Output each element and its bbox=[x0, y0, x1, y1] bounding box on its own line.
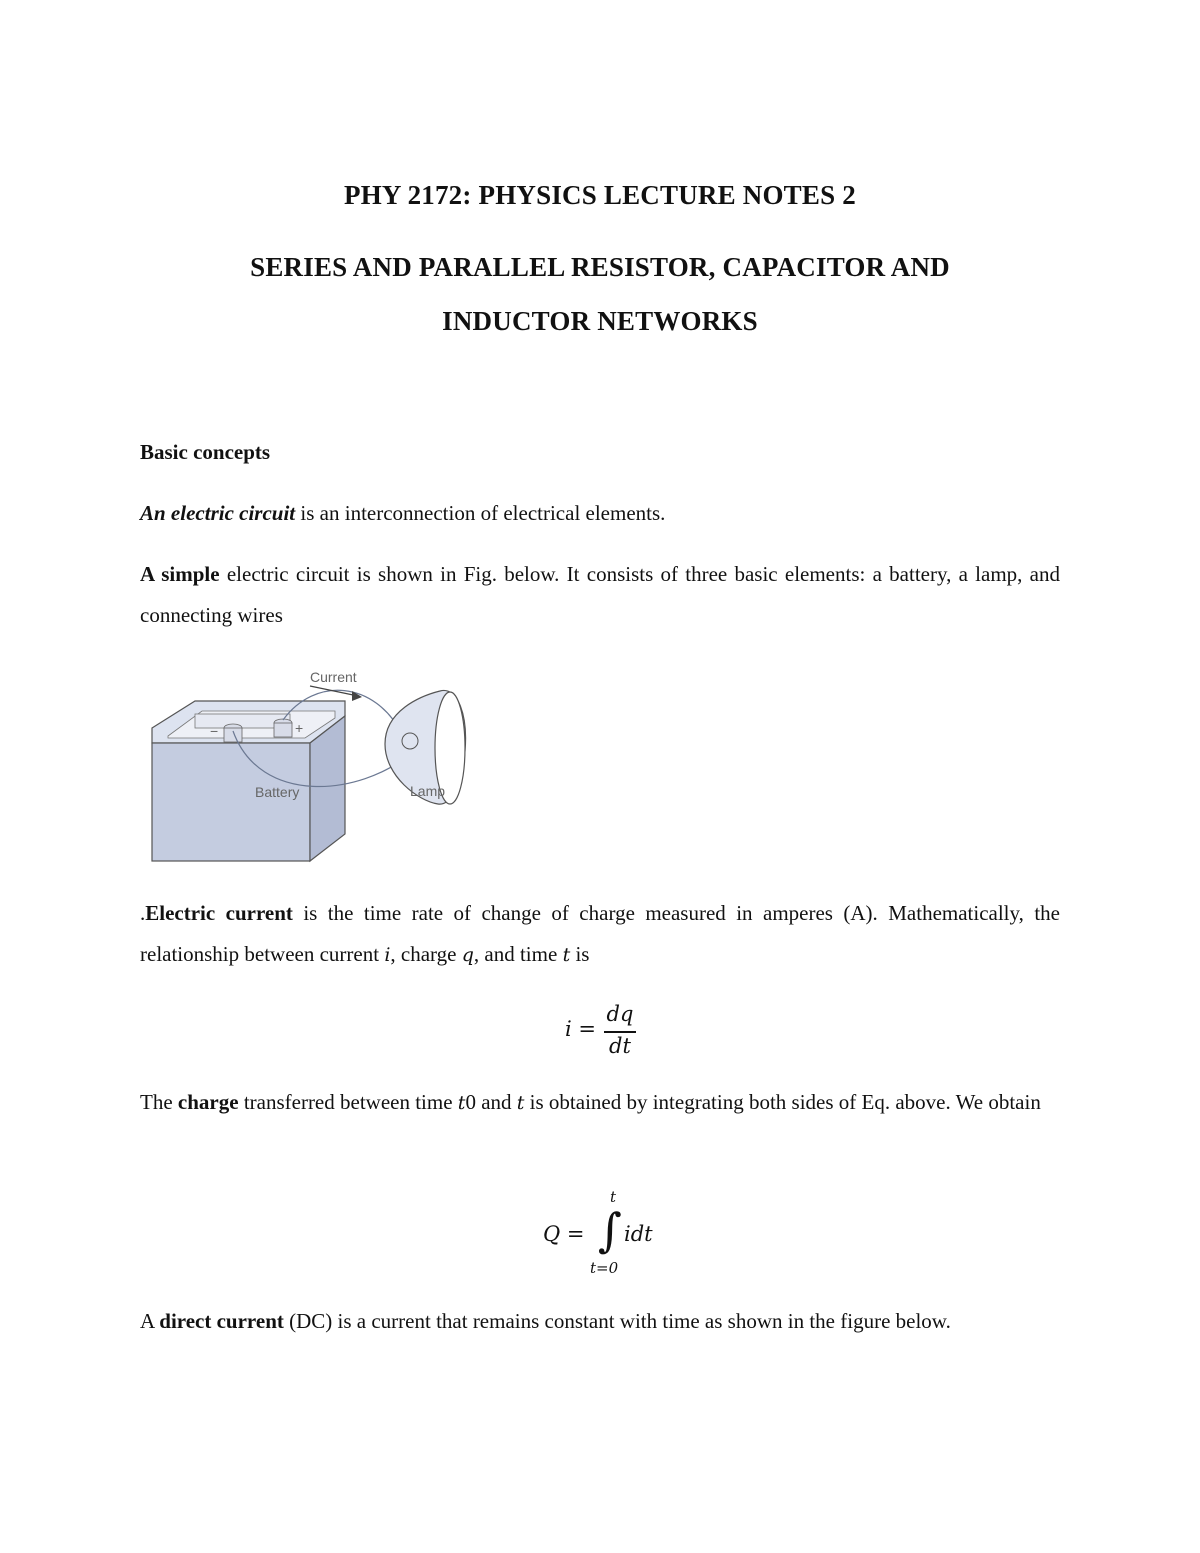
paragraph-simple-circuit bbox=[140, 554, 1060, 636]
paragraph-text: transferred between time bbox=[238, 1090, 458, 1114]
paragraph-text: A bbox=[140, 1309, 160, 1333]
eq1-denominator: dt bbox=[609, 1034, 631, 1058]
label-battery: Battery bbox=[255, 784, 300, 800]
paragraph-electric-circuit bbox=[140, 493, 1060, 534]
eq2-lhs: Q = bbox=[543, 1222, 585, 1246]
paragraph-text: is bbox=[570, 942, 590, 966]
var-t: t bbox=[562, 944, 571, 966]
battery-front bbox=[152, 743, 310, 861]
label-plus: + bbox=[295, 720, 304, 736]
paragraph-text: (DC) is a current that remains constant with time as shown in the figure below. bbox=[283, 1309, 951, 1333]
paragraph-text: The bbox=[140, 1090, 178, 1114]
document-subtitle-line-1: SERIES AND PARALLEL RESISTOR, CAPACITOR AND bbox=[250, 252, 950, 282]
eq1-numerator: dq bbox=[606, 1002, 634, 1026]
label-minus: − bbox=[210, 723, 219, 739]
section-heading: Basic concepts bbox=[140, 440, 271, 464]
paragraph-text: is an interconnection of electrical elements. bbox=[295, 501, 666, 525]
paragraph-text: is the time rate of change of charge measured in amperes (A). Mathematically, the relationship between current bbox=[140, 901, 1060, 966]
label-current: Current bbox=[310, 669, 357, 685]
label-lamp: Lamp bbox=[410, 783, 446, 799]
paragraph-direct-current bbox=[140, 1301, 1060, 1342]
circuit-figure bbox=[140, 656, 475, 868]
var-i: i bbox=[384, 944, 391, 966]
paragraph-text: 0 and bbox=[465, 1090, 517, 1114]
eq1-lhs: i = bbox=[565, 1017, 596, 1041]
document-subtitle-line-2: INDUCTOR NETWORKS bbox=[442, 306, 758, 336]
document-title: PHY 2172: PHYSICS LECTURE NOTES 2 bbox=[344, 180, 856, 210]
term-charge: charge bbox=[177, 1090, 239, 1114]
eq2-integrand: idt bbox=[624, 1222, 653, 1246]
term-electric-current: Electric current bbox=[145, 901, 293, 925]
eq2-integral-sign: ∫ bbox=[598, 1203, 622, 1257]
paragraph-electric-current bbox=[140, 893, 1060, 976]
eq2-upper-limit: t bbox=[610, 1188, 617, 1206]
term-simple: A simple bbox=[140, 562, 220, 586]
var-t0: t bbox=[457, 1092, 466, 1114]
term-electric-circuit: An electric circuit bbox=[140, 501, 296, 525]
paragraph-text: , and time bbox=[473, 942, 563, 966]
eq1-fraction-bar bbox=[604, 1031, 636, 1033]
paragraph-text: is obtained by integrating both sides of Eq. above. We obtain bbox=[524, 1090, 1041, 1114]
paragraph-text: , charge bbox=[390, 942, 462, 966]
paragraph-charge bbox=[140, 1082, 1060, 1124]
leading-dot: . bbox=[140, 901, 146, 925]
var-t: t bbox=[516, 1092, 525, 1114]
eq2-lower-limit: t=0 bbox=[590, 1259, 619, 1277]
paragraph-text: electric circuit is shown in Fig. below. It consists of three basic elements: a battery, a lamp, and connecting wires bbox=[140, 562, 1060, 627]
var-q: q bbox=[461, 944, 474, 966]
term-direct-current: direct current bbox=[159, 1309, 284, 1333]
